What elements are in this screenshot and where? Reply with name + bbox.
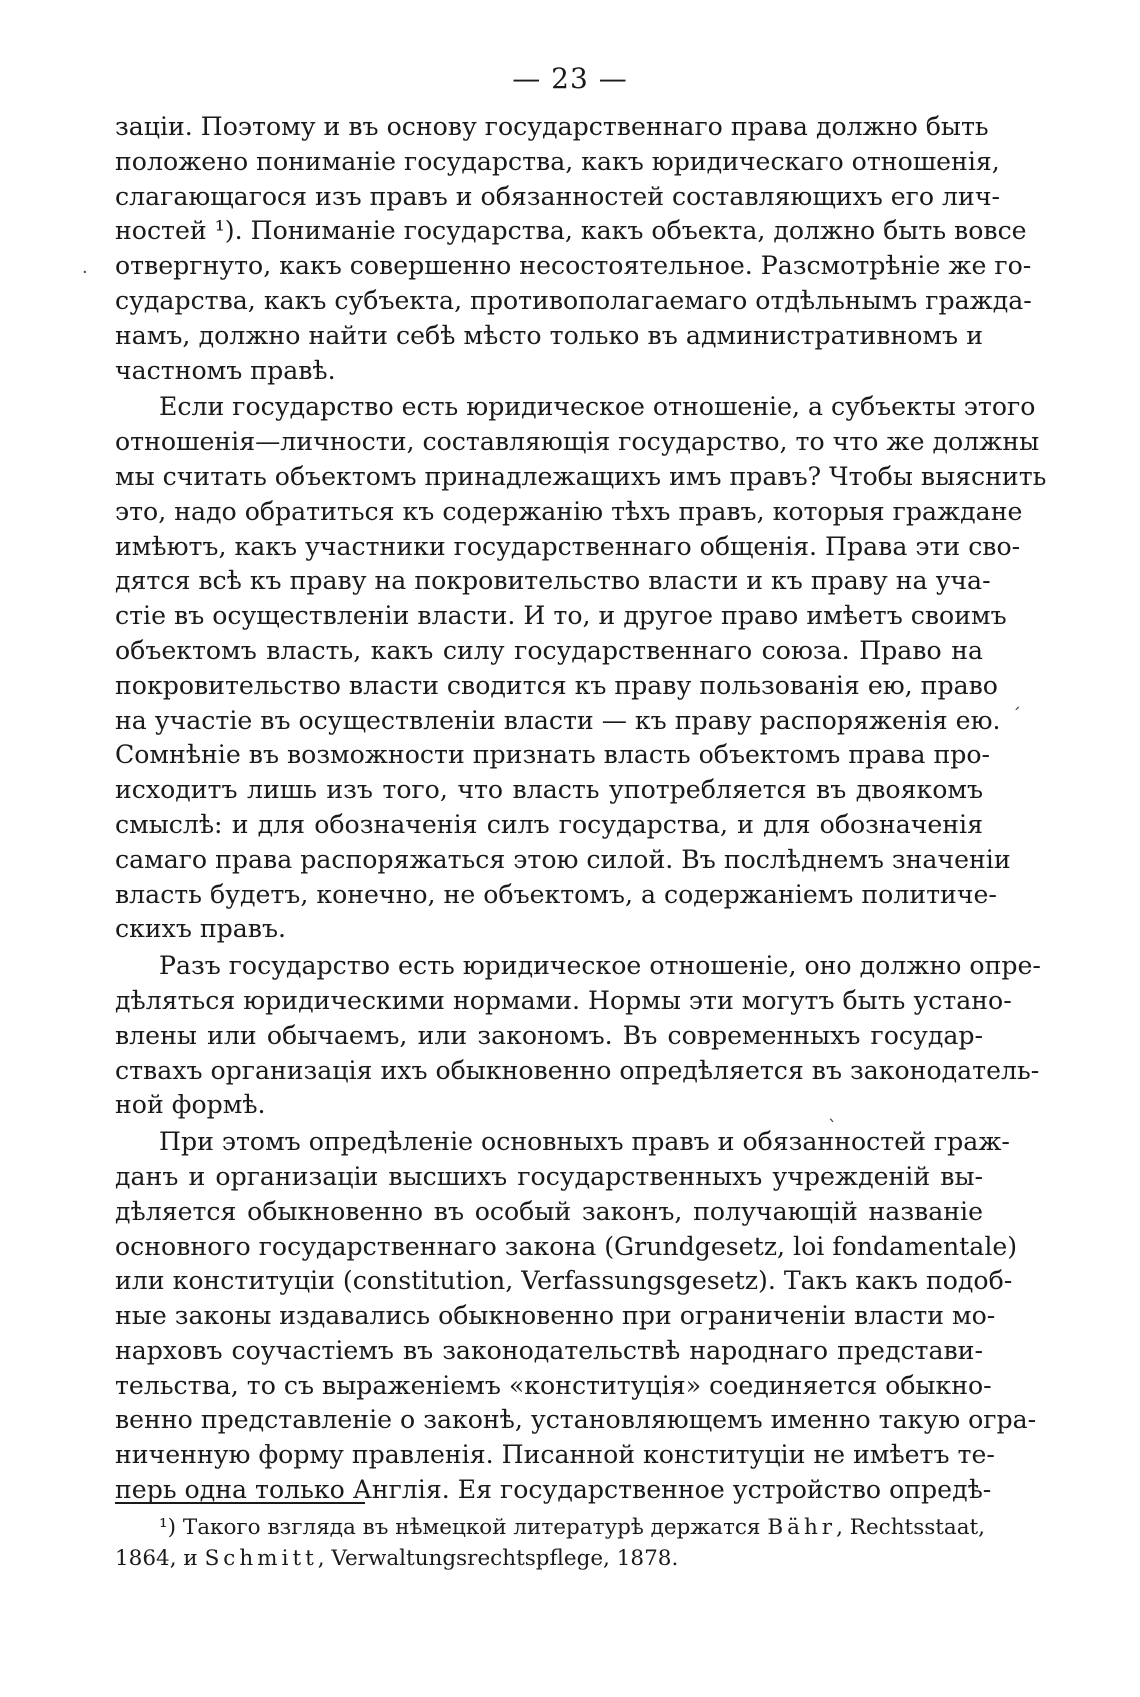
footnote-author-2: Schmitt [204,1546,318,1571]
text-line: основного государственнаго закона (Grundgesetz, loi fondamentale) [115,1231,1018,1261]
text-line: смыслѣ: и для обозначенія силъ государства, и для обозначенія [115,809,983,839]
text-line: ной формѣ. [115,1090,266,1120]
text-line: дѣляется обыкновенно въ особый законъ, получающій названіе [115,1196,983,1226]
text-line: самаго права распоряжаться этою силой. Въ послѣднемъ значеніи [115,844,1011,874]
text-line: частномъ правѣ. [115,355,336,385]
text-line: ностей ¹). Пониманіе государства, какъ объекта, должно быть вовсе [115,216,1027,246]
text-line: Сомнѣніе въ возможности признать власть объектомъ права про- [115,740,991,770]
text-line: власть будетъ, конечно, не объектомъ, а содержаніемъ политиче- [115,879,997,909]
text-line: отвергнуто, какъ совершенно несостоятельное. Разсмотрѣніе же го- [115,251,1032,281]
scan-speck: ˏ [1012,690,1021,711]
text-line: При этомъ опредѣленіе основныхъ правъ и обязанностей граж- [159,1127,1010,1157]
text-line: венно представленіе о законѣ, установляющемъ именно такую огра- [115,1405,1037,1435]
body-text [115,110,1047,1510]
text-line: перь одна только Англія. Ея государственное устройство опредѣ- [115,1475,992,1505]
footnote-text-part1: Такого взгляда въ нѣмецкой литературѣ держатся [182,1515,761,1540]
text-line: или конституціи (constitution, Verfassungsgesetz). Такъ какъ подоб- [115,1266,1013,1296]
text-line: ные законы издавались обыкновенно при ограниченіи власти мо- [115,1301,996,1331]
text-line: мы считать объектомъ принадлежащихъ имъ правъ? Чтобы выяснить [115,461,1047,491]
text-line: отношенія—личности, составляющія государство, то что же должны [115,427,1040,457]
text-line: дятся всѣ къ праву на покровительство власти и къ праву на уча- [115,566,991,596]
footnote-divider [115,1502,365,1504]
text-line: дѣляться юридическими нормами. Нормы эти могутъ быть устано- [115,985,1012,1015]
text-line: это, надо обратиться къ содержанію тѣхъ правъ, которыя граждане [115,496,1023,526]
footnote-author-1: Bähr [767,1515,837,1540]
text-line: данъ и организаціи высшихъ государственныхъ учрежденій вы- [115,1161,983,1191]
text-line: Разъ государство есть юридическое отношеніе, оно должно опре- [159,951,1041,981]
scan-speck: · [82,262,88,283]
text-line: влены или обычаемъ, или закономъ. Въ современныхъ государ- [115,1020,983,1050]
text-line: положено пониманіе государства, какъ юридическаго отношенія, [115,146,1000,176]
paragraph [115,390,1047,947]
text-line: покровительство власти сводится къ праву пользованія ею, право [115,670,998,700]
text-line: скихъ правъ. [115,914,287,944]
text-line: заціи. Поэтому и въ основу государственнаго права должно быть [115,112,989,141]
page-number: — 23 — [512,62,628,95]
text-line: стіе въ осуществленіи власти. И то, и другое право имѣетъ своимъ [115,601,1007,631]
footnote-line-1 [115,1512,986,1543]
footnote-text-part4: , Verwaltungsrechtspflege, 1878. [317,1546,679,1571]
text-line: Если государство есть юридическое отношеніе, а субъекты этого [159,392,1036,422]
text-line: намъ, должно найти себѣ мѣсто только въ административномъ и [115,320,983,350]
footnote-text-part2: , Rechtsstaat, [836,1515,986,1540]
scan-speck: ˎ [828,1102,837,1123]
text-line: тельства, то съ выраженіемъ «конституція» соединяется обыкно- [115,1370,992,1400]
text-line: ниченную форму правленія. Писанной конституціи не имѣетъ те- [115,1440,995,1470]
paragraph [115,949,1041,1123]
text-line: ствахъ организація ихъ обыкновенно опредѣляется въ законодатель- [115,1055,1040,1085]
text-line: сударства, какъ субъекта, противополагаемаго отдѣльнымъ гражда- [115,285,1032,315]
text-line: нарховъ соучастіемъ въ законодательствѣ народнаго представи- [115,1335,983,1365]
text-line: имѣютъ, какъ участники государственнаго общенія. Права эти сво- [115,531,1021,561]
paragraph [115,1125,1037,1508]
footnote [115,1512,986,1574]
text-line: слагающагося изъ правъ и обязанностей составляющихъ его лич- [115,181,1000,211]
text-line: объектомъ власть, какъ силу государственнаго союза. Право на [115,635,983,665]
text-line: исходитъ лишь изъ того, что власть употребляется въ двоякомъ [115,775,983,805]
footnote-line-2 [115,1543,983,1574]
footnote-text-part3: 1864, и [115,1546,198,1571]
footnote-marker: ¹) [159,1515,177,1540]
text-line: на участіе въ осуществленіи власти — къ праву распоряженія ею. [115,705,1001,735]
paragraph [115,110,1032,388]
